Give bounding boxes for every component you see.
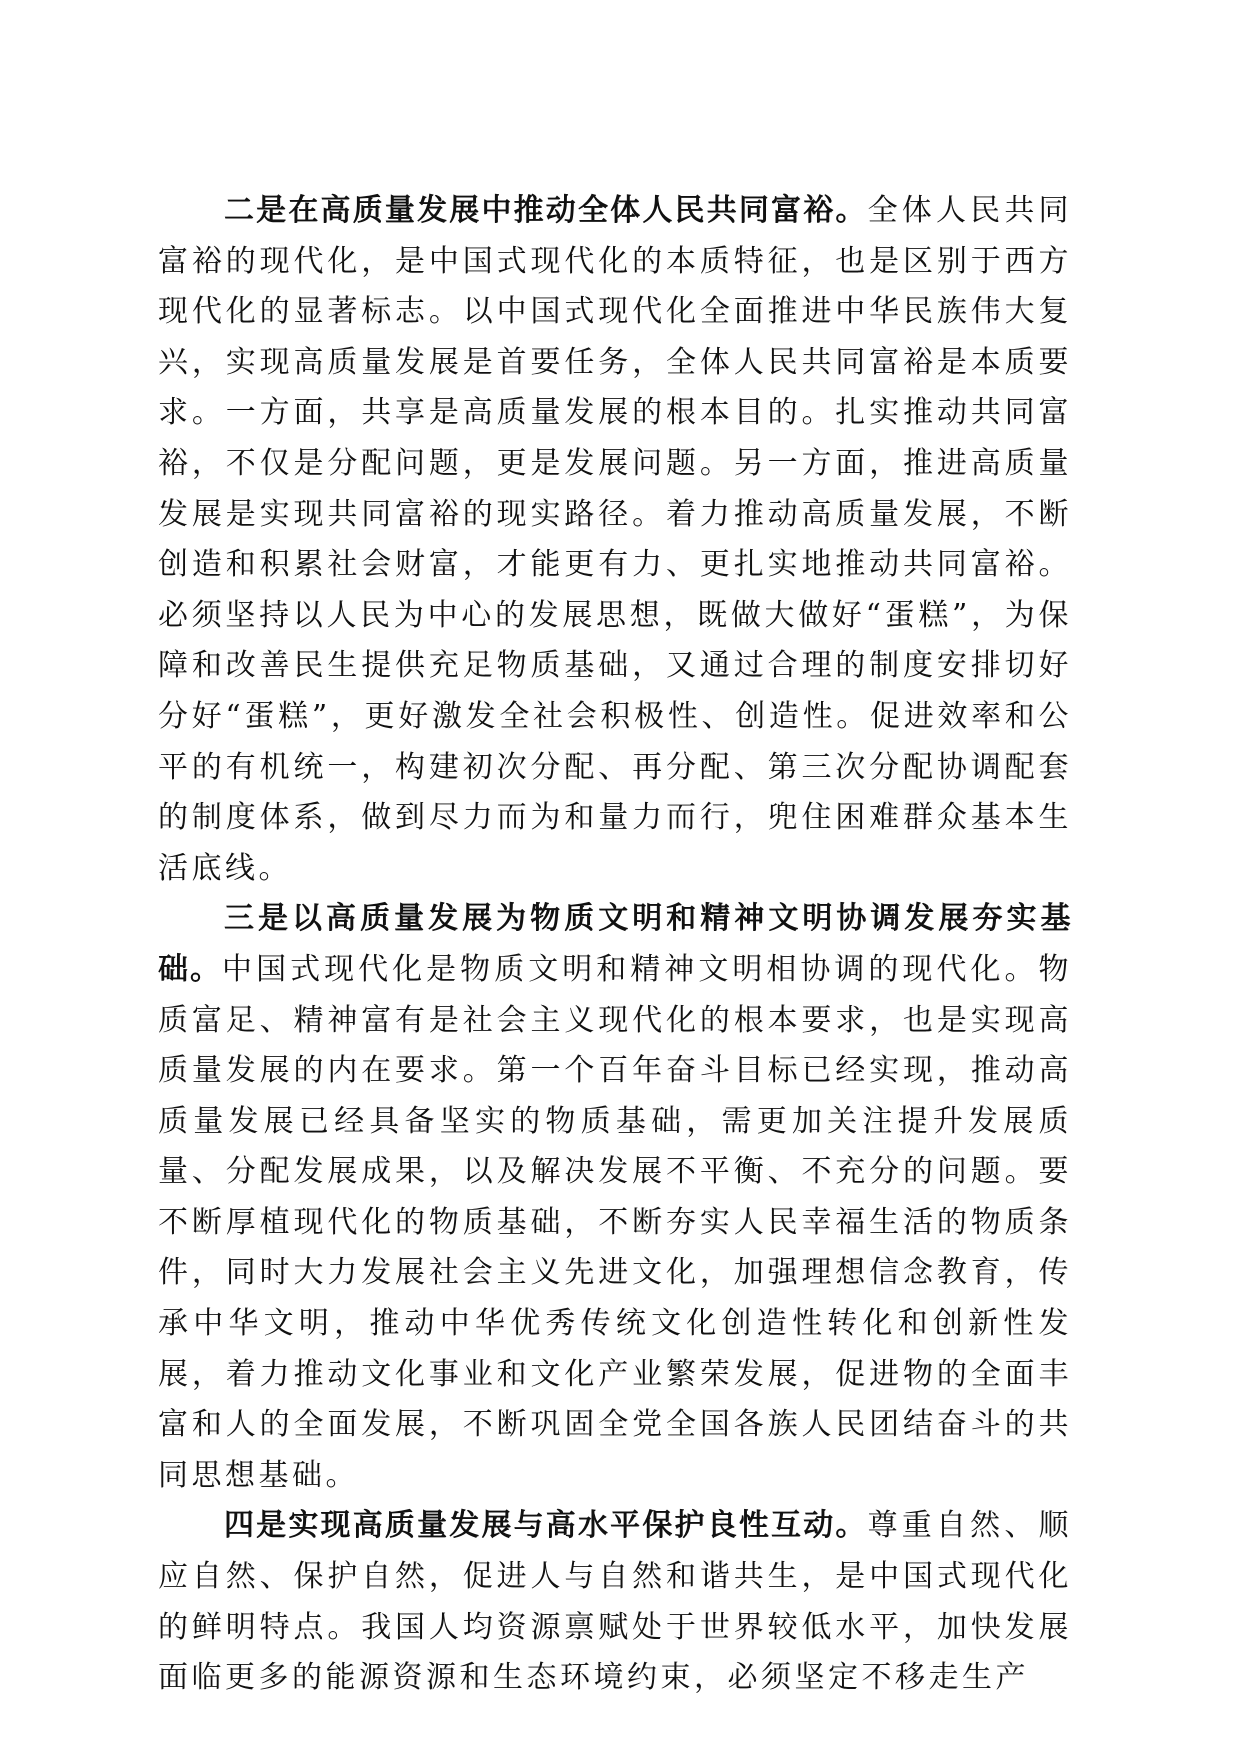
paragraph-body-text: 中国式现代化是物质文明和精神文明相协调的现代化。物质富足、精神富有是社会主义现代化的根本要求，也是实现高质量发展的内在要求。第一个百年奋斗目标已经实现，推动高质量发展已经具备坚实的物质基础，需更加关注提升发展质量、分配发展成果，以及解决发展不平衡、不充分的问题。要不断厚植现代化的物质基础，不断夯实人民幸福生活的物质条件，同时大力发展社会主义先进文化，加强理想信念教育，传承中华文明，推动中华优秀传统文化创造性转化和创新性发展，着力推动文化事业和文化产业繁荣发展，促进物的全面丰富和人的全面发展，不断巩固全党全国各族人民团结奋斗的共同思想基础。	[158, 951, 1073, 1493]
paragraph-lead-heading: 四是实现高质量发展与高水平保护良性互动。	[224, 1508, 868, 1544]
paragraph-body-text: 全体人民共同富裕的现代化，是中国式现代化的本质特征，也是区别于西方现代化的显著标志。以中国式现代化全面推进中华民族伟大复兴，实现高质量发展是首要任务，全体人民共同富裕是本质要求。一方面，共享是高质量发展的根本目的。扎实推动共同富裕，不仅是分配问题，更是发展问题。另一方面，推进高质量发展是实现共同富裕的现实路径。着力推动高质量发展，不断创造和积累社会财富，才能更有力、更扎实地推动共同富裕。必须坚持以人民为中心的发展思想，既做大做好“蛋糕”，为保障和改善民生提供充足物质基础，又通过合理的制度安排切好分好“蛋糕”，更好激发全社会积极性、创造性。促进效率和公平的有机统一，构建初次分配、再分配、第三次分配协调配套的制度体系，做到尽力而为和量力而行，兜住困难群众基本生活底线。	[158, 193, 1073, 886]
document-page	[158, 186, 1072, 1704]
paragraph-common-prosperity	[158, 186, 1072, 894]
paragraph-lead-heading: 二是在高质量发展中推动全体人民共同富裕。	[224, 193, 868, 228]
paragraph-development-protection	[158, 1501, 1072, 1703]
paragraph-material-spiritual-civilization	[158, 894, 1072, 1501]
paragraph-lead-heading: 三是以高质量发展为物质文明和精神文明协调发展夯实基础。	[158, 901, 1072, 987]
paragraph-body-text: 尊重自然、顺应自然、保护自然，促进人与自然和谐共生，是中国式现代化的鲜明特点。我国人均资源禀赋处于世界较低水平，加快发展面临更多的能源资源和生态环境约束，必须坚定不移走生产	[158, 1508, 1073, 1696]
